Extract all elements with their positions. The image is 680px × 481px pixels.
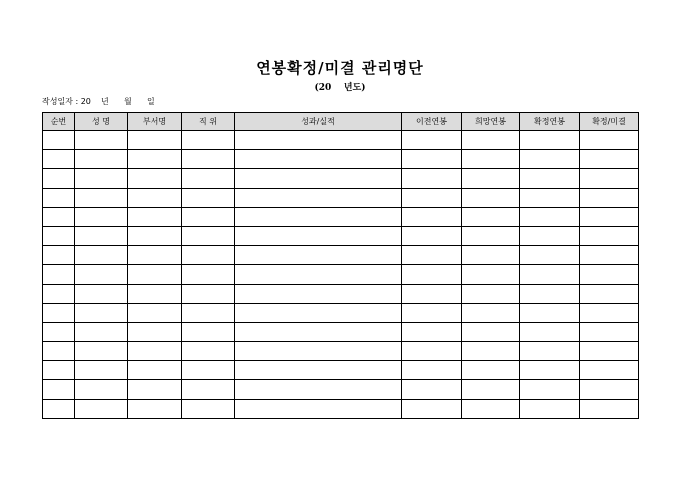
table-row: [43, 226, 639, 245]
table-cell: [182, 303, 235, 322]
table-cell: [75, 131, 128, 150]
table-cell: [235, 303, 402, 322]
table-cell: [43, 342, 75, 361]
table-cell: [128, 188, 182, 207]
table-cell: [520, 169, 580, 188]
table-cell: [43, 150, 75, 169]
header-confirmed-salary: 확정연봉: [520, 113, 580, 131]
table-cell: [402, 361, 462, 380]
table-cell: [462, 399, 520, 418]
table-cell: [462, 303, 520, 322]
table-cell: [128, 380, 182, 399]
table-cell: [235, 207, 402, 226]
table-cell: [43, 399, 75, 418]
table-cell: [75, 303, 128, 322]
table-cell: [580, 284, 639, 303]
document-title: 연봉확정/미결 관리명단: [256, 59, 424, 77]
table-cell: [580, 150, 639, 169]
table-cell: [235, 226, 402, 245]
table-cell: [182, 226, 235, 245]
table-cell: [520, 131, 580, 150]
table-cell: [75, 188, 128, 207]
table-cell: [402, 322, 462, 341]
table-cell: [182, 380, 235, 399]
table-cell: [462, 322, 520, 341]
table-cell: [235, 380, 402, 399]
table-cell: [402, 188, 462, 207]
table-cell: [235, 284, 402, 303]
table-cell: [128, 150, 182, 169]
table-row: [43, 265, 639, 284]
table-cell: [75, 246, 128, 265]
table-cell: [43, 265, 75, 284]
table-row: [43, 342, 639, 361]
table-cell: [580, 265, 639, 284]
table-cell: [520, 150, 580, 169]
table-row: [43, 188, 639, 207]
table-cell: [462, 246, 520, 265]
header-status: 확정/미결: [580, 113, 639, 131]
table-cell: [43, 322, 75, 341]
table-row: [43, 284, 639, 303]
table-cell: [580, 131, 639, 150]
table-row: [43, 246, 639, 265]
table-row: [43, 380, 639, 399]
table-row: [43, 150, 639, 169]
table-cell: [520, 246, 580, 265]
table-row: [43, 131, 639, 150]
table-cell: [580, 322, 639, 341]
table-cell: [182, 265, 235, 284]
table-cell: [462, 169, 520, 188]
table-cell: [402, 150, 462, 169]
table-cell: [43, 169, 75, 188]
table-cell: [520, 361, 580, 380]
table-cell: [580, 342, 639, 361]
table-cell: [43, 207, 75, 226]
table-cell: [235, 342, 402, 361]
table-cell: [462, 226, 520, 245]
table-row: [43, 207, 639, 226]
table-header-row: [43, 113, 639, 131]
table-cell: [75, 284, 128, 303]
table-cell: [128, 207, 182, 226]
table-cell: [402, 226, 462, 245]
table-cell: [75, 361, 128, 380]
table-cell: [520, 380, 580, 399]
table-cell: [235, 322, 402, 341]
table-cell: [462, 131, 520, 150]
table-cell: [43, 131, 75, 150]
table-body: [43, 131, 639, 419]
table-row: [43, 361, 639, 380]
table-cell: [580, 188, 639, 207]
table-cell: [520, 226, 580, 245]
table-cell: [128, 322, 182, 341]
table-cell: [402, 399, 462, 418]
table-cell: [43, 188, 75, 207]
table-cell: [462, 188, 520, 207]
table-row: [43, 322, 639, 341]
table-cell: [402, 265, 462, 284]
table-cell: [580, 226, 639, 245]
table-cell: [43, 303, 75, 322]
table-cell: [182, 131, 235, 150]
table-cell: [128, 342, 182, 361]
table-cell: [75, 226, 128, 245]
table-cell: [43, 226, 75, 245]
table-cell: [520, 342, 580, 361]
table-cell: [462, 207, 520, 226]
table-cell: [235, 361, 402, 380]
header-performance: 성과/실적: [235, 113, 402, 131]
table-cell: [402, 380, 462, 399]
table-cell: [182, 207, 235, 226]
table-cell: [128, 361, 182, 380]
table-cell: [128, 399, 182, 418]
table-cell: [402, 246, 462, 265]
header-name: 성 명: [75, 113, 128, 131]
header-number: 순번: [43, 113, 75, 131]
table-cell: [235, 265, 402, 284]
table-cell: [182, 169, 235, 188]
table-cell: [462, 284, 520, 303]
table-cell: [520, 188, 580, 207]
table-cell: [580, 246, 639, 265]
table-cell: [75, 265, 128, 284]
table-cell: [182, 322, 235, 341]
header-department: 부서명: [128, 113, 182, 131]
table-cell: [402, 342, 462, 361]
table-cell: [182, 188, 235, 207]
table-cell: [235, 131, 402, 150]
table-cell: [182, 150, 235, 169]
table-cell: [182, 361, 235, 380]
table-cell: [580, 169, 639, 188]
table-cell: [75, 207, 128, 226]
header-previous-salary: 이전연봉: [402, 113, 462, 131]
table-cell: [580, 380, 639, 399]
table-cell: [128, 284, 182, 303]
creation-date-line: 작성일자 : 20 년 월 일: [42, 97, 155, 106]
table-cell: [75, 342, 128, 361]
table-cell: [75, 399, 128, 418]
table-cell: [235, 188, 402, 207]
table-cell: [182, 284, 235, 303]
table-cell: [402, 131, 462, 150]
header-desired-salary: 희망연봉: [462, 113, 520, 131]
salary-management-table: [42, 112, 639, 419]
table-cell: [402, 207, 462, 226]
table-cell: [462, 150, 520, 169]
header-position: 직 위: [182, 113, 235, 131]
table-cell: [520, 284, 580, 303]
table-cell: [235, 169, 402, 188]
table-cell: [43, 284, 75, 303]
table-cell: [580, 207, 639, 226]
table-cell: [128, 246, 182, 265]
table-cell: [128, 169, 182, 188]
table-cell: [402, 169, 462, 188]
table-row: [43, 399, 639, 418]
table-cell: [235, 150, 402, 169]
table-cell: [462, 380, 520, 399]
table-cell: [75, 322, 128, 341]
table-cell: [520, 303, 580, 322]
table-cell: [520, 322, 580, 341]
table-cell: [462, 361, 520, 380]
table-cell: [182, 399, 235, 418]
table-row: [43, 303, 639, 322]
table-cell: [128, 131, 182, 150]
table-cell: [462, 265, 520, 284]
table-cell: [182, 342, 235, 361]
table-cell: [128, 303, 182, 322]
table-cell: [75, 380, 128, 399]
document-year: (20 년도): [314, 83, 366, 93]
table-cell: [520, 265, 580, 284]
table-cell: [580, 303, 639, 322]
table-cell: [580, 399, 639, 418]
table-cell: [182, 246, 235, 265]
table-cell: [43, 361, 75, 380]
table-cell: [520, 207, 580, 226]
table-cell: [128, 226, 182, 245]
table-cell: [43, 246, 75, 265]
table-cell: [128, 265, 182, 284]
table-cell: [402, 284, 462, 303]
table-cell: [75, 169, 128, 188]
table-cell: [580, 361, 639, 380]
table-row: [43, 169, 639, 188]
table-cell: [75, 150, 128, 169]
table-cell: [235, 246, 402, 265]
table-cell: [43, 380, 75, 399]
table-cell: [235, 399, 402, 418]
table-cell: [402, 303, 462, 322]
table-cell: [520, 399, 580, 418]
table-cell: [462, 342, 520, 361]
